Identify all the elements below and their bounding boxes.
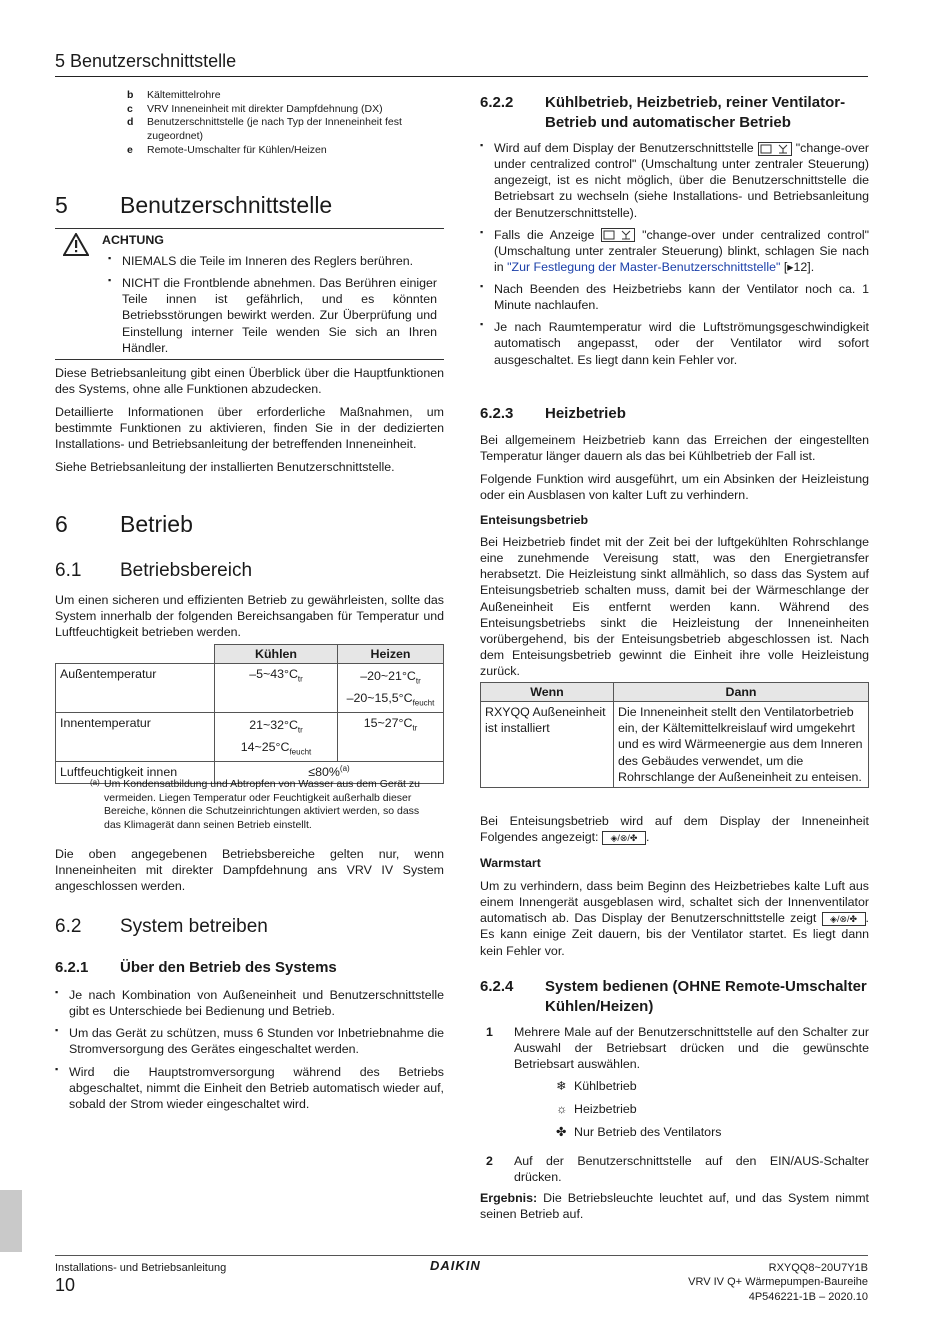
- result-paragraph: [480, 1190, 869, 1222]
- subheading-warmstart: Warmstart: [480, 856, 541, 870]
- text: "change-over under centralized control" (Umschaltung unter zentraler Steuerung) blinkt, schlagen Sie nach in: [494, 227, 869, 274]
- paragraph: Bei allgemeinem Heizbetrieb kann das Erreichen der eingestellten Temperatur länger dauern als das bei Kühlbetrieb der Fall ist.: [480, 433, 869, 464]
- mode-label: Heizbetrieb: [574, 1102, 637, 1117]
- section-number: 6.2.2: [480, 94, 514, 111]
- paragraph: Bei Enteisungsbetrieb wird auf dem Display der Inneneinheit Folgendes angezeigt: ◈/⊗/✤ .: [480, 814, 869, 845]
- section-number: 6.2: [55, 916, 82, 937]
- paragraph: Folgende Funktion wird ausgeführt, um ein Absinken der Heizleistung oder ein Ausblasen von kalter Luft zu verhindern.: [480, 472, 869, 503]
- section-624-heading: [480, 977, 869, 1016]
- paragraph: Detaillierte Informationen über erforderliche Maßnahmen, um bestimmte Funktionen zu aktivieren, finden Sie in der dedizierten Installations- und Betriebsanleitung der betreffenden Inneneinheit.: [55, 405, 444, 452]
- footnote-mark: (a): [90, 778, 100, 787]
- section-number: 6.1: [55, 560, 82, 581]
- warning-label: ACHTUNG: [102, 233, 164, 247]
- cell-sub: feucht: [289, 747, 312, 757]
- list-item: ▪ Um das Gerät zu schützen, muss 6 Stunden vor Inbetriebnahme die Stromversorgung des Gerätes eingeschaltet werden.: [55, 1025, 444, 1057]
- table-header: Kühlen: [215, 645, 338, 664]
- step-text: Mehrere Male auf der Benutzerschnittstelle auf den Schalter zur Auswahl der Betriebsart drücken und die gewünschte Betriebsart auswählen.: [514, 1025, 869, 1072]
- mode-cooling: [480, 1078, 869, 1094]
- centralized-control-icon: [601, 228, 635, 242]
- mode-list: [480, 1078, 869, 1147]
- section-title: Heizbetrieb: [545, 405, 626, 422]
- snowflake-icon: ❄: [556, 1079, 567, 1093]
- step-text: Auf der Benutzerschnittstelle auf den EIN/AUS-Schalter drücken.: [514, 1154, 869, 1185]
- section-title: Betriebsbereich: [120, 560, 253, 581]
- text: "change-over under centralized control" (Umschaltung unter zentraler Steuerung) angezeigt, ist es nicht möglich, über die Benutzerschnittstelle die Betriebsart zu wechseln (siehe Installations- und Betriebsanleitung der Benutzerschnittstelle).: [494, 141, 869, 220]
- cell-value: 21~32°C: [249, 718, 298, 733]
- cell-value: ≤80%: [308, 765, 340, 780]
- defrost-table: [480, 682, 869, 788]
- table-header: Heizen: [338, 645, 444, 664]
- paragraph: Um einen sicheren und effizienten Betrieb zu gewährleisten, sollte das System innerhalb der folgenden Bereichsangaben für Temperatur und Luftfeuchtigkeit betrieben werden.: [55, 593, 444, 640]
- footnote-text: Um Kondensatbildung und Abtropfen von Wasser aus dem Gerät zu vermeiden. Liegen Temperatur oder Feuchtigkeit außerhalb dieser Bereiche, können die Schutzeinrichtungen aktiviert werden, so dass das Klimagerät dann seinen Betrieb einstellt.: [104, 778, 420, 831]
- text: Falls die Anzeige: [494, 227, 595, 242]
- section-61-heading: [55, 559, 444, 584]
- result-text: Die Betriebsleuchte leuchtet auf, und das System nimmt seinen Betrieb auf.: [480, 1191, 869, 1222]
- result-label: Ergebnis:: [480, 1191, 538, 1205]
- legend-text: Remote-Umschalter für Kühlen/Heizen: [147, 143, 327, 156]
- paragraph: [480, 878, 869, 959]
- table-row-label: Luftfeuchtigkeit innen: [56, 762, 215, 783]
- defrost-display-icon: ◈/⊗/✤: [602, 831, 646, 845]
- section-title: System betreiben: [120, 916, 268, 937]
- section-title: Kühlbetrieb, Heizbetrieb, reiner Ventilator-Betrieb und automatischer Betrieb: [545, 94, 846, 131]
- list-item: [480, 140, 869, 221]
- mode-heating: [480, 1101, 869, 1117]
- table-header: Wenn: [481, 683, 614, 702]
- footer-right: [688, 1261, 868, 1304]
- step-list: [480, 1024, 869, 1078]
- warning-list: [108, 253, 437, 362]
- legend-key: e: [127, 143, 133, 156]
- section-number: 5: [55, 192, 68, 218]
- daikin-logo: DAIKIN: [430, 1258, 481, 1273]
- table-cell: [338, 713, 444, 762]
- footer-doc-type: Installations- und Betriebsanleitung: [55, 1262, 227, 1274]
- master-interface-link[interactable]: "Zur Festlegung der Master-Benutzerschnittstelle": [507, 259, 781, 274]
- sun-icon: ☼: [556, 1102, 568, 1117]
- step-number: 1: [486, 1025, 493, 1039]
- paragraph: Die oben angegebenen Betriebsbereiche gelten nur, wenn Inneneinheiten mit direkter Dampfdehnung ans VRV IV System angeschlossen werden.: [55, 847, 444, 894]
- table-cell: [215, 664, 338, 713]
- cell-sub: tr: [412, 723, 418, 733]
- cell-sub: feucht: [412, 698, 435, 708]
- text: . Es kann einige Zeit dauern, bis der Ventilator startet. Es liegt dann kein Fehler vor.: [480, 911, 869, 958]
- figure-legend: [55, 89, 444, 157]
- subheading-defrost: Enteisungsbetrieb: [480, 513, 589, 527]
- warning-item: ▪ NIEMALS die Teile im Inneren des Reglers berühren.: [108, 253, 437, 269]
- warning-triangle-icon: [63, 233, 89, 256]
- paragraph: Diese Betriebsanleitung gibt einen Überblick über die Hauptfunktionen des Systems, ohne alle Funktionen abzudecken.: [55, 366, 444, 397]
- legend-key: c: [127, 102, 133, 115]
- warning-box: [55, 228, 444, 360]
- page-number: 10: [55, 1275, 76, 1295]
- chapter-tab: [0, 1190, 22, 1252]
- cell-value: –20~21°C: [360, 669, 416, 684]
- legend-key: d: [127, 116, 134, 129]
- section-6-heading: [55, 510, 444, 540]
- cell-sub: tr: [297, 674, 303, 684]
- legend-text: Kältemittelrohre: [147, 89, 221, 101]
- mode-label: Kühlbetrieb: [574, 1079, 637, 1093]
- paragraph: Bei Heizbetrieb findet mit der Zeit bei der luftgekühlten Rohrschlange eine zunehmende Vereisung statt, was den Energietransfer herabsetzt. Die Heizleistung sinkt allmählich, so dass das System auf Enteisungsbetrieb schalten muss, damit bei der Wärmeschlange der Außeneinheit Eis entfernt werden kann. Während des Enteisungsbetriebs sinkt die Heizleistung der Inneneinheiten vorübergehend, bis der Enteisungsbetrieb abgeschlossen ist. Nach dem Enteisungsbetrieb gewinnt die Einheit ihre volle Heizleistung zurück.: [480, 535, 869, 678]
- cell-sub: tr: [415, 676, 421, 686]
- list-item: ▪ Je nach Raumtemperatur wird die Luftströmungsgeschwindigkeit automatisch angepasst, oder der Ventilator wird sofort ausgeschaltet. Es liegt dann kein Fehler vor.: [480, 319, 869, 367]
- bullet-list: [55, 987, 444, 1118]
- section-title: Über den Betrieb des Systems: [120, 959, 337, 976]
- section-621-heading: [55, 958, 444, 978]
- cell-sub: tr: [297, 725, 303, 735]
- section-title: Betrieb: [120, 511, 193, 537]
- list-item: [480, 227, 869, 275]
- section-title: System bedienen (OHNE Remote-Umschalter Kühlen/Heizen): [545, 978, 867, 1015]
- section-number: 6.2.1: [55, 959, 89, 976]
- step-item: [480, 1153, 869, 1185]
- bullet-list: [480, 140, 869, 374]
- section-title: Benutzerschnittstelle: [120, 192, 333, 218]
- cell-sup: (a): [339, 764, 350, 774]
- table-row-label: Außentemperatur: [56, 664, 215, 713]
- table-cell: RXYQQ Außeneinheit ist installiert: [481, 702, 614, 788]
- section-number: 6: [55, 511, 68, 537]
- cell-value: 14~25°C: [240, 740, 290, 755]
- section-622-heading: [480, 93, 869, 132]
- list-item: ▪ Nach Beenden des Heizbetriebs kann der Ventilator noch ca. 1 Minute nachlaufen.: [480, 281, 869, 313]
- table-footnote: [90, 778, 420, 833]
- table-header: Dann: [614, 683, 869, 702]
- text: Um zu verhindern, dass beim Beginn des Heizbetriebes kalte Luft aus einem Innengerät ausgeblasen wird, schaltet sich der Innenventilator automatisch ab. Das Display der Benutzerschnittstelle zeigt: [480, 879, 869, 926]
- header-rule: [55, 76, 868, 77]
- fan-icon: ✤: [556, 1125, 567, 1140]
- mode-fan: [480, 1124, 869, 1140]
- section-number: 6.2.3: [480, 405, 514, 422]
- table-corner: [56, 645, 215, 664]
- page-header-title: 5 Benutzerschnittstelle: [55, 51, 237, 71]
- operating-range-table: [55, 644, 444, 784]
- step-item: [480, 1024, 869, 1072]
- warning-item: ▪ NICHT die Frontblende abnehmen. Das Berühren einiger Teile innen ist gefährlich, und es könnten Betriebsstörungen bewirkt werden. Zur Überprüfung und Einstellung interner Teile wenden Sie sich an Ihren Händler.: [108, 275, 437, 356]
- section-62-heading: [55, 915, 444, 940]
- table-cell: [338, 664, 444, 713]
- text: Bei Enteisungsbetrieb wird auf dem Display der Inneneinheit Folgendes angezeigt:: [480, 814, 869, 845]
- table-cell: [215, 713, 338, 762]
- list-item: ▪ Wird die Hauptstromversorgung während des Betriebs abgeschaltet, nimmt die Einheit den Betrieb automatisch wieder auf, sobald der Strom wieder eingeschaltet wird.: [55, 1064, 444, 1112]
- section-5-heading: [55, 191, 444, 221]
- legend-text: VRV Inneneinheit mit direkter Dampfdehnung (DX): [147, 102, 383, 115]
- warmstart-display-icon: ◈/⊗/✤: [822, 912, 866, 926]
- table-cell: Die Inneneinheit stellt den Ventilatorbetrieb ein, der Kältemittelkreislauf wird umgekehrt und es wird Wärmeenergie aus dem Inneren des Gebäudes verwendet, um die Rohrschlange der Außeneinheit zu enteisen.: [614, 702, 869, 788]
- footer-rule: [55, 1255, 868, 1256]
- cell-value: –5~43°C: [249, 667, 298, 682]
- mode-label: Nur Betrieb des Ventilators: [574, 1125, 722, 1140]
- section-number: 6.2.4: [480, 978, 514, 995]
- step-number: 2: [486, 1154, 493, 1168]
- cell-value: –20~15,5°C: [346, 691, 413, 706]
- footer-model: RXYQQ8~20U7Y1B: [768, 1262, 868, 1274]
- footer-docnum: 4P546221-1B – 2020.10: [748, 1290, 868, 1303]
- table-row-label: Innentemperatur: [56, 713, 215, 762]
- legend-text: Benutzerschnittstelle (je nach Typ der Inneneinheit fest zugeordnet): [147, 116, 402, 142]
- footer-series: VRV IV Q+ Wärmepumpen-Baureihe: [688, 1276, 868, 1289]
- text: Wird auf dem Display der Benutzerschnittstelle: [494, 141, 754, 155]
- page-ref: [▸12].: [783, 259, 815, 274]
- section-623-heading: [480, 404, 869, 424]
- cell-value: 15~27°C: [363, 716, 413, 731]
- legend-key: b: [127, 89, 134, 101]
- paragraph: Siehe Betriebsanleitung der installierten Benutzerschnittstelle.: [55, 460, 395, 474]
- step-list: [480, 1153, 869, 1191]
- centralized-control-icon: [758, 142, 792, 156]
- list-item: ▪ Je nach Kombination von Außeneinheit und Benutzerschnittstelle gibt es Unterschiede bei Bedienung und Betrieb.: [55, 987, 444, 1019]
